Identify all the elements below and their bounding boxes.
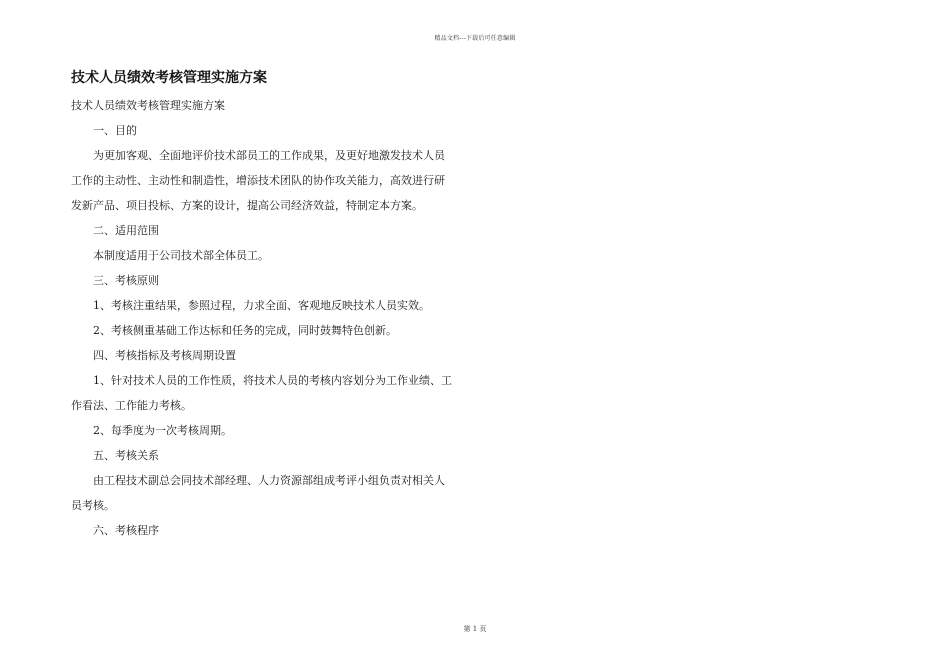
body-line: 1、针对技术人员的工作性质，将技术人员的考核内容划分为工作业绩、工: [93, 374, 452, 387]
body-line: 2、考核侧重基础工作达标和任务的完成，同时鼓舞特色创新。: [93, 324, 397, 337]
body-line: 本制度适用于公司技术部全体员工。: [93, 249, 269, 262]
body-line: 一、目的: [93, 124, 137, 137]
body-line: 三、考核原则: [93, 274, 159, 287]
page-number: 第 1 页: [463, 625, 487, 633]
body-line: 1、考核注重结果，参照过程，力求全面、客观地反映技术人员实效。: [93, 299, 430, 312]
header-note: 精品文档---下载后可任意编辑: [434, 35, 516, 42]
body-line: 为更加客观、全面地评价技术部员工的工作成果，及更好地激发技术人员: [93, 149, 445, 162]
body-line: 技术人员绩效考核管理实施方案: [71, 99, 225, 112]
document-title: 技术人员绩效考核管理实施方案: [71, 70, 267, 86]
body-line: 由工程技术副总会同技术部经理、人力资源部组成考评小组负责对相关人: [93, 474, 445, 487]
body-line: 作看法、工作能力考核。: [71, 399, 192, 412]
body-line: 员考核。: [71, 499, 115, 512]
body-line: 五、考核关系: [93, 449, 159, 462]
body-line: 2、每季度为一次考核周期。: [93, 424, 232, 437]
body-line: 二、适用范围: [93, 224, 159, 237]
body-line: 发新产品、项目投标、方案的设计，提高公司经济效益，特制定本方案。: [71, 199, 423, 212]
body-line: 工作的主动性、主动性和制造性，增添技术团队的协作攻关能力，高效进行研: [71, 174, 445, 187]
document-body: [71, 93, 471, 543]
body-line: 六、考核程序: [93, 524, 159, 537]
body-line: 四、考核指标及考核周期设置: [93, 349, 236, 362]
